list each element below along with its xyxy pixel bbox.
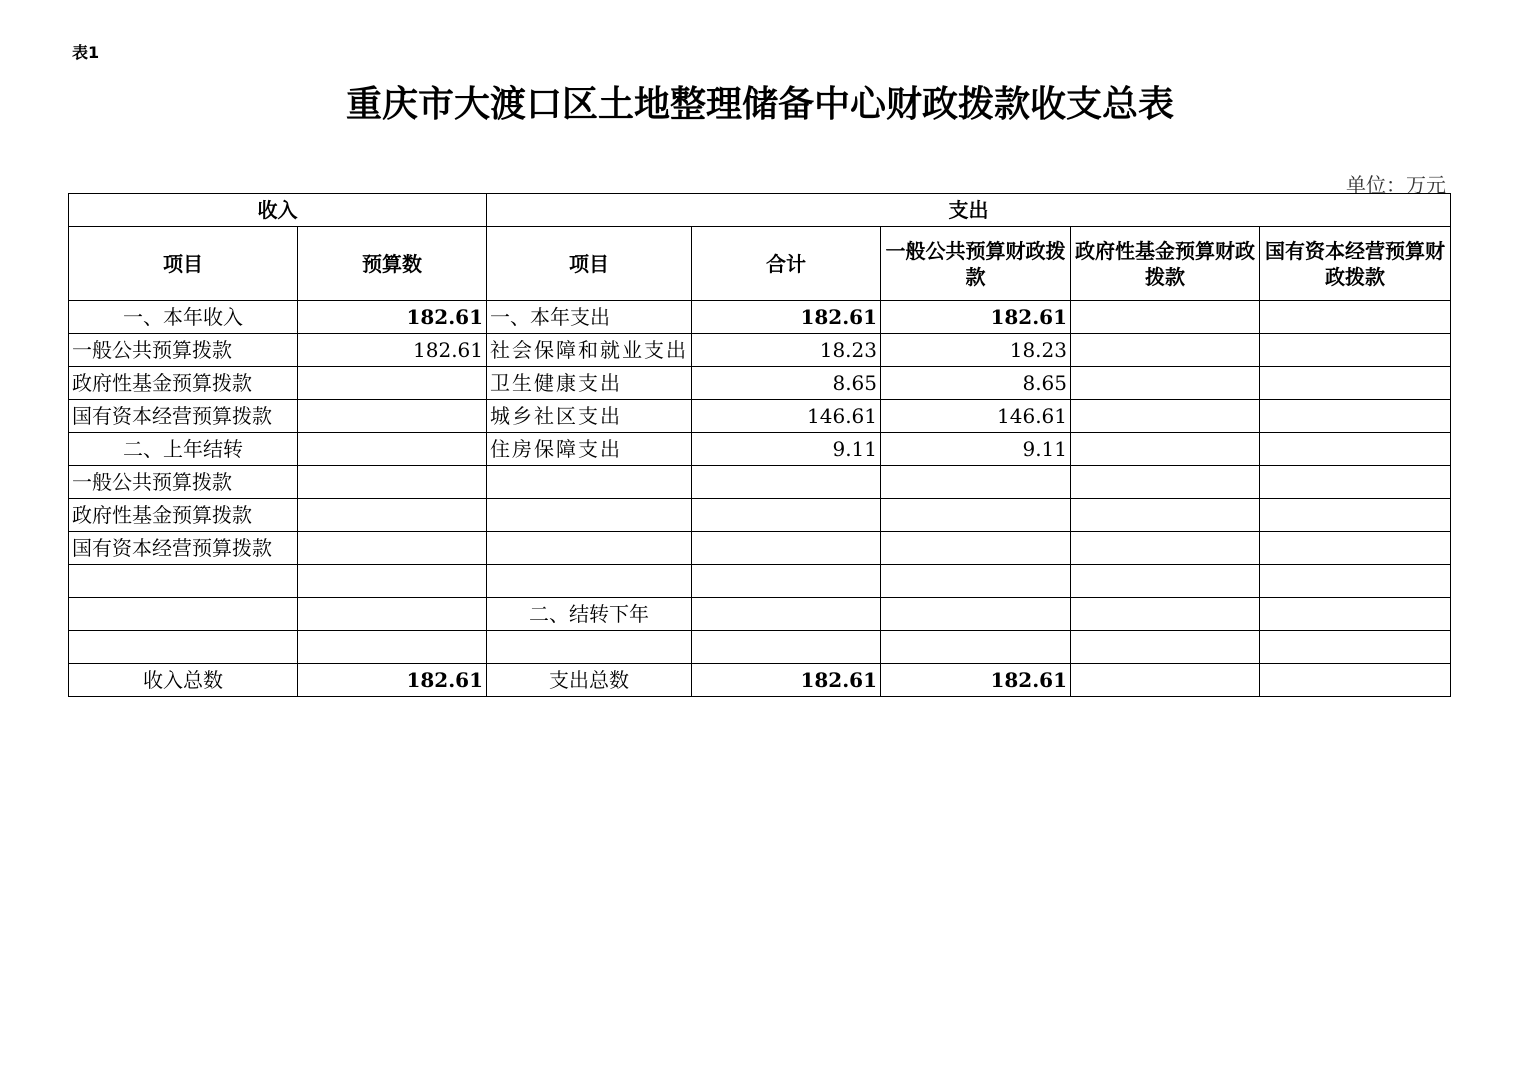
income-budget [298, 631, 487, 664]
expense-general [881, 532, 1071, 565]
income-total-value: 182.61 [298, 664, 487, 697]
expense-total-value: 182.61 [692, 664, 881, 697]
expense-state [1260, 367, 1451, 400]
income-budget [298, 400, 487, 433]
expense-general [881, 499, 1071, 532]
col-income-item: 项目 [69, 227, 298, 301]
income-budget [298, 598, 487, 631]
expense-total [692, 532, 881, 565]
income-budget [298, 367, 487, 400]
table-number: 表1 [72, 43, 100, 62]
expense-fund [1071, 334, 1260, 367]
table-row [69, 466, 1451, 499]
expense-fund [1071, 400, 1260, 433]
col-income-budget: 预算数 [298, 227, 487, 301]
header-row-groups [69, 194, 1451, 227]
expense-general: 146.61 [881, 400, 1071, 433]
expense-total: 18.23 [692, 334, 881, 367]
table-row [69, 598, 1451, 631]
expense-general [881, 598, 1071, 631]
expense-state [1260, 565, 1451, 598]
income-item [69, 631, 298, 664]
income-budget [298, 565, 487, 598]
expense-state [1260, 433, 1451, 466]
income-item: 二、上年结转 [69, 433, 298, 466]
table-row [69, 532, 1451, 565]
expense-fund [1071, 631, 1260, 664]
expense-item [487, 532, 692, 565]
expense-total [692, 598, 881, 631]
expense-fund [1071, 433, 1260, 466]
table-row [69, 565, 1451, 598]
col-expense-item: 项目 [487, 227, 692, 301]
expense-general: 9.11 [881, 433, 1071, 466]
expense-fund [1071, 598, 1260, 631]
expense-state [1260, 334, 1451, 367]
income-budget [298, 466, 487, 499]
income-item: 一般公共预算拨款 [69, 334, 298, 367]
expense-general [881, 631, 1071, 664]
expense-total: 146.61 [692, 400, 881, 433]
budget-table [68, 193, 1451, 697]
col-state-capital: 国有资本经营预算财政拨款 [1260, 227, 1451, 301]
table-row [69, 631, 1451, 664]
expense-state [1260, 466, 1451, 499]
expense-total: 182.61 [692, 301, 881, 334]
table-row [69, 367, 1451, 400]
expense-total [692, 466, 881, 499]
income-total-label: 收入总数 [69, 664, 298, 697]
expense-fund [1071, 367, 1260, 400]
expense-item: 一、本年支出 [487, 301, 692, 334]
expense-general: 18.23 [881, 334, 1071, 367]
expense-item: 卫生健康支出 [487, 367, 692, 400]
unit-label: 单位：万元 [1346, 173, 1446, 197]
income-item: 一般公共预算拨款 [69, 466, 298, 499]
expense-total: 8.65 [692, 367, 881, 400]
col-general-budget: 一般公共预算财政拨款 [881, 227, 1071, 301]
expense-item [487, 565, 692, 598]
expense-total [692, 565, 881, 598]
expense-item [487, 499, 692, 532]
col-fund-budget: 政府性基金预算财政拨款 [1071, 227, 1260, 301]
income-budget [298, 499, 487, 532]
col-total: 合计 [692, 227, 881, 301]
expense-fund [1071, 499, 1260, 532]
income-item: 一、本年收入 [69, 301, 298, 334]
table-row [69, 334, 1451, 367]
table-row [69, 433, 1451, 466]
expense-state [1260, 499, 1451, 532]
expense-item: 二、结转下年 [487, 598, 692, 631]
income-header: 收入 [69, 194, 487, 227]
expense-item: 住房保障支出 [487, 433, 692, 466]
table-row [69, 301, 1451, 334]
expense-general-total: 182.61 [881, 664, 1071, 697]
expense-total [692, 499, 881, 532]
expense-general: 182.61 [881, 301, 1071, 334]
income-item [69, 598, 298, 631]
income-item: 国有资本经营预算拨款 [69, 400, 298, 433]
expense-header: 支出 [487, 194, 1451, 227]
expense-state [1260, 400, 1451, 433]
expense-total [692, 631, 881, 664]
expense-fund-total [1071, 664, 1260, 697]
table-row [69, 499, 1451, 532]
expense-state [1260, 598, 1451, 631]
expense-general [881, 466, 1071, 499]
income-budget: 182.61 [298, 334, 487, 367]
expense-state [1260, 301, 1451, 334]
income-item: 政府性基金预算拨款 [69, 499, 298, 532]
expense-fund [1071, 301, 1260, 334]
income-item: 政府性基金预算拨款 [69, 367, 298, 400]
expense-fund [1071, 565, 1260, 598]
expense-item: 城乡社区支出 [487, 400, 692, 433]
totals-row [69, 664, 1451, 697]
expense-item: 社会保障和就业支出 [487, 334, 692, 367]
expense-fund [1071, 532, 1260, 565]
header-row-columns [69, 227, 1451, 301]
table-row [69, 400, 1451, 433]
expense-general: 8.65 [881, 367, 1071, 400]
income-budget: 182.61 [298, 301, 487, 334]
expense-fund [1071, 466, 1260, 499]
income-budget [298, 532, 487, 565]
expense-state [1260, 631, 1451, 664]
expense-total-label: 支出总数 [487, 664, 692, 697]
income-item: 国有资本经营预算拨款 [69, 532, 298, 565]
expense-state-total [1260, 664, 1451, 697]
expense-item [487, 631, 692, 664]
expense-item [487, 466, 692, 499]
expense-state [1260, 532, 1451, 565]
income-budget [298, 433, 487, 466]
income-item [69, 565, 298, 598]
expense-general [881, 565, 1071, 598]
document-title: 重庆市大渡口区土地整理储备中心财政拨款收支总表 [345, 84, 1174, 125]
expense-total: 9.11 [692, 433, 881, 466]
